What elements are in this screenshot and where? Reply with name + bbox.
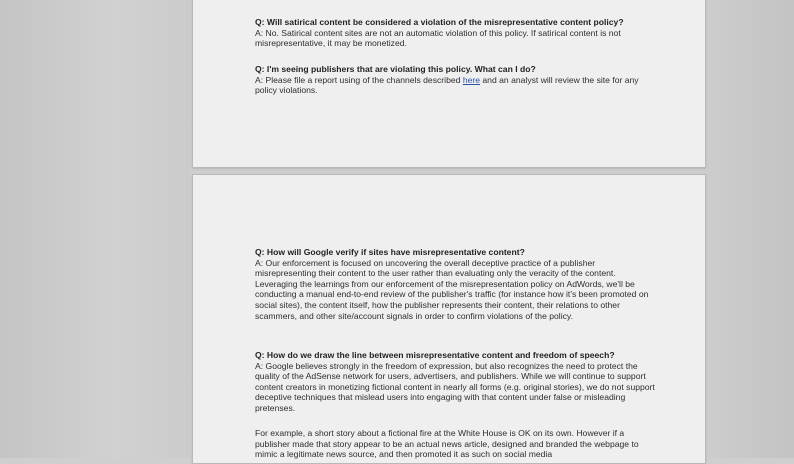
faq-panel-bottom [192,174,706,464]
background-right [704,0,794,458]
faq-item-satirical [255,17,655,49]
faq-answer: A: No. Satirical content sites are not an automatic violation of this policy. If satirical content is not misrepresentative, it may be monetized. [255,27,621,49]
faq-answer: A: Google believes strongly in the freedom of expression, but also recognizes the need to protect the quality of the AdSense network for users, advertisers, and publishers. While we will continue to support content creators in monetizing fictional content in nearly all forms (e.g. original stories), we do not support deceptive techniques that mislead users into engaging with that content under false or misleading pretenses. [255,360,655,413]
here-link[interactable]: here [462,74,481,85]
faq-item-free-speech [255,350,655,414]
faq-answer-text: A: Please file a report using of the channels described [255,74,463,85]
faq-answer [255,75,655,96]
faq-item-report [255,64,655,96]
faq-question: Q: I'm seeing publishers that are violating this policy. What can I do? [255,64,536,74]
faq-answer: A: Our enforcement is focused on uncovering the overall deceptive practice of a publisher misrepresenting their content to the user rather than evaluating only the veracity of the content. Leveraging the learnings from our enforcement of the misrepresentation policy on AdWords, we'll be conducting a manual end-to-end review of the publisher's traffic (for instance how it's been promoted on social sites), the content itself, how the publisher represents their content, their relations to other scammers, and other site/account signals in order to confirm violations of the policy. [255,257,649,321]
faq-question: Q: How will Google verify if sites have misrepresentative content? [255,247,525,257]
faq-panel-top [192,0,706,168]
faq-item-verify [255,247,655,321]
background-left [0,0,190,458]
faq-question: Q: How do we draw the line between misrepresentative content and freedom of speech? [255,350,615,360]
example-text: For example, a short story about a fictional fire at the White House is OK on its own. However if a publisher made that story appear to be an actual news article, designed and branded the webpage to mimic a legitimate news source, and then promoted it as such on social media [255,428,639,460]
example-paragraph [255,428,655,460]
faq-answer-text: and an analyst will review the site for any policy violations. [255,74,639,96]
faq-question: Q: Will satirical content be considered a violation of the misrepresentative content policy? [255,17,624,27]
